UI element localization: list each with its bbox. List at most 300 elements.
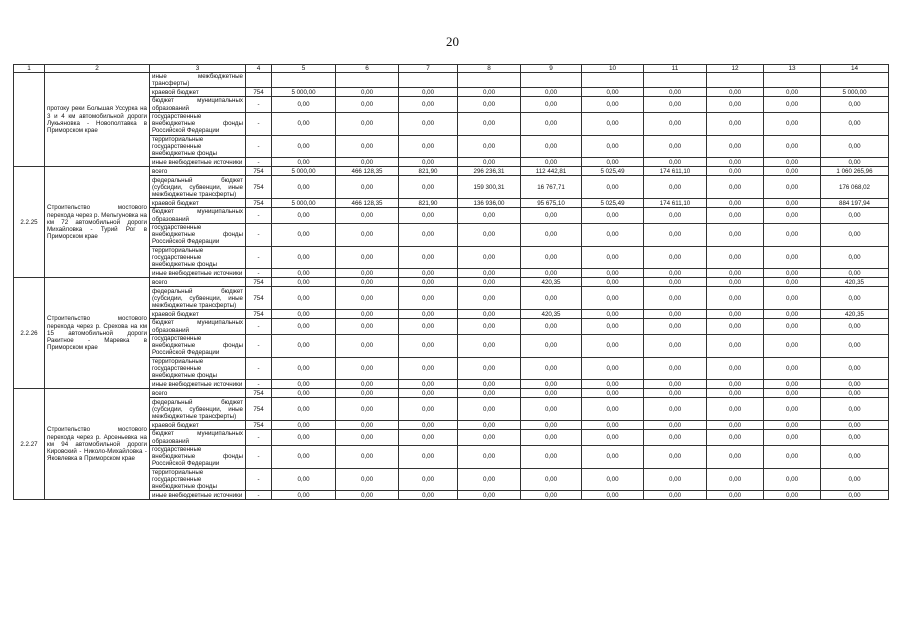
amount-cell: 0,00 bbox=[821, 468, 889, 491]
amount-cell: 466 128,35 bbox=[336, 199, 399, 208]
amount-cell: 5 025,49 bbox=[582, 199, 644, 208]
amount-cell: 0,00 bbox=[644, 88, 707, 97]
amount-cell: 0,00 bbox=[582, 421, 644, 430]
amount-cell: 0,00 bbox=[521, 223, 582, 246]
amount-cell: 0,00 bbox=[521, 398, 582, 421]
amount-cell: 159 300,31 bbox=[458, 176, 521, 199]
amount-cell bbox=[764, 73, 821, 88]
amount-cell: 0,00 bbox=[644, 468, 707, 491]
amount-cell: 0,00 bbox=[272, 445, 336, 468]
amount-cell: 0,00 bbox=[521, 389, 582, 398]
budget-code: - bbox=[246, 430, 272, 445]
amount-cell: 0,00 bbox=[399, 246, 458, 269]
amount-cell: 0,00 bbox=[458, 430, 521, 445]
amount-cell: 0,00 bbox=[764, 310, 821, 319]
amount-cell: 0,00 bbox=[521, 112, 582, 135]
funding-source: территориальные государственные внебюджетные фонды bbox=[150, 357, 246, 380]
budget-code: - bbox=[246, 468, 272, 491]
item-index: 2.2.26 bbox=[14, 278, 45, 389]
amount-cell: 0,00 bbox=[458, 112, 521, 135]
amount-cell: 0,00 bbox=[272, 135, 336, 158]
amount-cell: 0,00 bbox=[821, 421, 889, 430]
amount-cell: 0,00 bbox=[336, 287, 399, 310]
amount-cell: 0,00 bbox=[644, 112, 707, 135]
amount-cell: 0,00 bbox=[707, 319, 764, 334]
amount-cell: 0,00 bbox=[521, 97, 582, 112]
amount-cell: 0,00 bbox=[764, 88, 821, 97]
column-number: 7 bbox=[399, 65, 458, 73]
amount-cell: 0,00 bbox=[336, 208, 399, 223]
item-description: Строительство мостового перехода через р. Мельгуновка на км 72 автомобильной дороги Михайловка - Турий Рог в Приморском крае bbox=[45, 167, 150, 278]
amount-cell: 0,00 bbox=[707, 468, 764, 491]
funding-source: федеральный бюджет (субсидии, субвенции, иные межбюджетные трансферты) bbox=[150, 176, 246, 199]
amount-cell: 0,00 bbox=[336, 468, 399, 491]
budget-code: - bbox=[246, 445, 272, 468]
amount-cell: 0,00 bbox=[644, 334, 707, 357]
amount-cell: 0,00 bbox=[272, 468, 336, 491]
amount-cell: 0,00 bbox=[582, 176, 644, 199]
amount-cell: 0,00 bbox=[521, 357, 582, 380]
amount-cell bbox=[272, 73, 336, 88]
amount-cell: 5 000,00 bbox=[821, 88, 889, 97]
amount-cell: 0,00 bbox=[764, 199, 821, 208]
amount-cell: 0,00 bbox=[458, 208, 521, 223]
amount-cell: 0,00 bbox=[644, 278, 707, 287]
amount-cell: 176 068,02 bbox=[821, 176, 889, 199]
amount-cell: 0,00 bbox=[582, 319, 644, 334]
amount-cell: 0,00 bbox=[707, 246, 764, 269]
amount-cell: 0,00 bbox=[764, 421, 821, 430]
item-description: Строительство мостового перехода через р. Арсеньевка на км 94 автомобильной дороги Кировский - Николо-Михайловка - Яковлевка в Приморском крае bbox=[45, 389, 150, 500]
budget-code: 754 bbox=[246, 278, 272, 287]
amount-cell: 0,00 bbox=[458, 158, 521, 167]
amount-cell: 0,00 bbox=[707, 421, 764, 430]
amount-cell: 0,00 bbox=[336, 246, 399, 269]
item-index bbox=[14, 73, 45, 167]
amount-cell: 0,00 bbox=[336, 135, 399, 158]
budget-code: 754 bbox=[246, 398, 272, 421]
amount-cell: 0,00 bbox=[336, 389, 399, 398]
funding-source: краевой бюджет bbox=[150, 199, 246, 208]
amount-cell: 0,00 bbox=[336, 269, 399, 278]
budget-code: - bbox=[246, 269, 272, 278]
column-number: 9 bbox=[521, 65, 582, 73]
amount-cell: 0,00 bbox=[764, 334, 821, 357]
amount-cell: 0,00 bbox=[399, 112, 458, 135]
amount-cell: 0,00 bbox=[707, 176, 764, 199]
amount-cell: 0,00 bbox=[272, 398, 336, 421]
amount-cell: 0,00 bbox=[582, 380, 644, 389]
amount-cell: 420,35 bbox=[821, 310, 889, 319]
amount-cell: 0,00 bbox=[272, 421, 336, 430]
amount-cell: 0,00 bbox=[707, 310, 764, 319]
funding-source: федеральный бюджет (субсидии, субвенции, иные межбюджетные трансферты) bbox=[150, 398, 246, 421]
amount-cell: 0,00 bbox=[582, 468, 644, 491]
column-number: 11 bbox=[644, 65, 707, 73]
amount-cell: 0,00 bbox=[764, 445, 821, 468]
amount-cell: 0,00 bbox=[707, 287, 764, 310]
amount-cell: 0,00 bbox=[582, 389, 644, 398]
item-description: протоку реки Большая Уссурка на 3 и 4 км автомобильной дороги Лукьяновка - Новополтавка в Приморском крае bbox=[45, 73, 150, 167]
amount-cell: 0,00 bbox=[399, 389, 458, 398]
amount-cell: 0,00 bbox=[821, 158, 889, 167]
amount-cell: 0,00 bbox=[707, 112, 764, 135]
page-number: 20 bbox=[446, 34, 459, 49]
column-number: 5 bbox=[272, 65, 336, 73]
budget-code: - bbox=[246, 380, 272, 389]
amount-cell: 0,00 bbox=[336, 112, 399, 135]
amount-cell: 0,00 bbox=[821, 97, 889, 112]
amount-cell: 0,00 bbox=[764, 287, 821, 310]
amount-cell: 0,00 bbox=[821, 112, 889, 135]
amount-cell: 0,00 bbox=[707, 278, 764, 287]
amount-cell: 0,00 bbox=[336, 357, 399, 380]
amount-cell: 0,00 bbox=[764, 319, 821, 334]
amount-cell: 0,00 bbox=[521, 491, 582, 500]
amount-cell: 0,00 bbox=[458, 97, 521, 112]
amount-cell bbox=[582, 73, 644, 88]
amount-cell: 0,00 bbox=[707, 445, 764, 468]
amount-cell: 0,00 bbox=[707, 269, 764, 278]
amount-cell: 0,00 bbox=[399, 445, 458, 468]
amount-cell: 0,00 bbox=[399, 468, 458, 491]
amount-cell: 0,00 bbox=[399, 269, 458, 278]
amount-cell: 0,00 bbox=[272, 223, 336, 246]
funding-source: бюджет муниципальных образований bbox=[150, 430, 246, 445]
amount-cell: 0,00 bbox=[821, 357, 889, 380]
budget-code: - bbox=[246, 223, 272, 246]
column-number: 3 bbox=[150, 65, 246, 73]
amount-cell: 0,00 bbox=[399, 158, 458, 167]
amount-cell: 136 936,00 bbox=[458, 199, 521, 208]
funding-source: иные внебюджетные источники bbox=[150, 269, 246, 278]
amount-cell: 0,00 bbox=[272, 176, 336, 199]
amount-cell: 0,00 bbox=[821, 398, 889, 421]
amount-cell: 0,00 bbox=[821, 246, 889, 269]
column-number: 10 bbox=[582, 65, 644, 73]
amount-cell bbox=[521, 73, 582, 88]
funding-source: всего bbox=[150, 278, 246, 287]
amount-cell: 0,00 bbox=[399, 319, 458, 334]
amount-cell: 0,00 bbox=[458, 319, 521, 334]
amount-cell: 0,00 bbox=[399, 334, 458, 357]
amount-cell: 0,00 bbox=[521, 319, 582, 334]
amount-cell: 0,00 bbox=[521, 430, 582, 445]
amount-cell: 0,00 bbox=[272, 158, 336, 167]
funding-source: бюджет муниципальных образований bbox=[150, 319, 246, 334]
amount-cell: 0,00 bbox=[521, 88, 582, 97]
amount-cell: 0,00 bbox=[821, 269, 889, 278]
amount-cell: 0,00 bbox=[644, 421, 707, 430]
amount-cell: 5 000,00 bbox=[272, 199, 336, 208]
amount-cell: 0,00 bbox=[764, 246, 821, 269]
amount-cell: 0,00 bbox=[272, 380, 336, 389]
amount-cell: 0,00 bbox=[336, 445, 399, 468]
item-description: Строительство мостового перехода через р. Срехова на км 15 автомобильной дороги Ракитное - Маревка в Приморском крае bbox=[45, 278, 150, 389]
amount-cell: 0,00 bbox=[399, 421, 458, 430]
amount-cell: 0,00 bbox=[272, 112, 336, 135]
amount-cell: 821,90 bbox=[399, 199, 458, 208]
amount-cell: 0,00 bbox=[458, 334, 521, 357]
funding-source: государственные внебюджетные фонды Российской Федерации bbox=[150, 445, 246, 468]
amount-cell: 0,00 bbox=[821, 491, 889, 500]
amount-cell: 420,35 bbox=[821, 278, 889, 287]
amount-cell: 0,00 bbox=[399, 430, 458, 445]
budget-code: - bbox=[246, 357, 272, 380]
amount-cell: 0,00 bbox=[521, 445, 582, 468]
amount-cell: 0,00 bbox=[458, 380, 521, 389]
amount-cell: 0,00 bbox=[644, 310, 707, 319]
amount-cell: 0,00 bbox=[821, 334, 889, 357]
amount-cell: 0,00 bbox=[272, 319, 336, 334]
amount-cell: 0,00 bbox=[272, 357, 336, 380]
amount-cell: 821,90 bbox=[399, 167, 458, 176]
amount-cell: 0,00 bbox=[582, 223, 644, 246]
budget-table bbox=[13, 64, 889, 500]
amount-cell: 0,00 bbox=[707, 223, 764, 246]
amount-cell: 0,00 bbox=[399, 176, 458, 199]
amount-cell: 0,00 bbox=[458, 88, 521, 97]
amount-cell: 0,00 bbox=[336, 334, 399, 357]
amount-cell: 0,00 bbox=[644, 223, 707, 246]
amount-cell: 0,00 bbox=[272, 278, 336, 287]
amount-cell: 0,00 bbox=[764, 430, 821, 445]
amount-cell: 0,00 bbox=[336, 421, 399, 430]
amount-cell: 0,00 bbox=[272, 491, 336, 500]
amount-cell: 0,00 bbox=[458, 223, 521, 246]
funding-source: всего bbox=[150, 167, 246, 176]
amount-cell: 0,00 bbox=[582, 430, 644, 445]
amount-cell: 0,00 bbox=[707, 88, 764, 97]
funding-source: иные внебюджетные источники bbox=[150, 158, 246, 167]
amount-cell: 0,00 bbox=[764, 278, 821, 287]
amount-cell: 0,00 bbox=[336, 398, 399, 421]
amount-cell: 0,00 bbox=[458, 287, 521, 310]
amount-cell: 95 675,10 bbox=[521, 199, 582, 208]
amount-cell: 0,00 bbox=[764, 97, 821, 112]
amount-cell: 0,00 bbox=[707, 389, 764, 398]
amount-cell: 0,00 bbox=[272, 334, 336, 357]
amount-cell: 0,00 bbox=[399, 357, 458, 380]
amount-cell: 0,00 bbox=[644, 158, 707, 167]
amount-cell: 0,00 bbox=[764, 176, 821, 199]
amount-cell: 0,00 bbox=[336, 310, 399, 319]
table-row bbox=[14, 278, 889, 287]
amount-cell: 0,00 bbox=[644, 445, 707, 468]
amount-cell: 0,00 bbox=[582, 398, 644, 421]
amount-cell: 0,00 bbox=[821, 135, 889, 158]
item-index: 2.2.27 bbox=[14, 389, 45, 500]
amount-cell: 420,35 bbox=[521, 310, 582, 319]
budget-code: - bbox=[246, 112, 272, 135]
column-number: 2 bbox=[45, 65, 150, 73]
amount-cell: 0,00 bbox=[399, 278, 458, 287]
amount-cell: 0,00 bbox=[764, 380, 821, 389]
column-number: 8 bbox=[458, 65, 521, 73]
funding-source: государственные внебюджетные фонды Российской Федерации bbox=[150, 223, 246, 246]
table-row bbox=[14, 389, 889, 398]
amount-cell: 112 442,81 bbox=[521, 167, 582, 176]
column-number: 1 bbox=[14, 65, 45, 73]
amount-cell: 0,00 bbox=[764, 491, 821, 500]
amount-cell: 0,00 bbox=[336, 97, 399, 112]
amount-cell: 0,00 bbox=[644, 380, 707, 389]
amount-cell: 0,00 bbox=[458, 246, 521, 269]
amount-cell: 0,00 bbox=[764, 167, 821, 176]
funding-source: иные межбюджетные трансферты) bbox=[150, 73, 246, 88]
amount-cell: 0,00 bbox=[336, 319, 399, 334]
amount-cell bbox=[399, 73, 458, 88]
amount-cell: 0,00 bbox=[644, 287, 707, 310]
amount-cell: 0,00 bbox=[458, 269, 521, 278]
funding-source: государственные внебюджетные фонды Российской Федерации bbox=[150, 112, 246, 135]
amount-cell bbox=[821, 73, 889, 88]
budget-code: - bbox=[246, 158, 272, 167]
amount-cell: 0,00 bbox=[521, 246, 582, 269]
amount-cell: 0,00 bbox=[336, 223, 399, 246]
amount-cell: 0,00 bbox=[644, 389, 707, 398]
amount-cell: 0,00 bbox=[336, 430, 399, 445]
funding-source: территориальные государственные внебюджетные фонды bbox=[150, 135, 246, 158]
funding-source: краевой бюджет bbox=[150, 421, 246, 430]
amount-cell: 174 611,10 bbox=[644, 167, 707, 176]
amount-cell: 0,00 bbox=[821, 389, 889, 398]
amount-cell: 0,00 bbox=[644, 135, 707, 158]
funding-source: иные внебюджетные источники bbox=[150, 380, 246, 389]
amount-cell: 0,00 bbox=[707, 158, 764, 167]
amount-cell: 5 000,00 bbox=[272, 88, 336, 97]
funding-source: федеральный бюджет (субсидии, субвенции, иные межбюджетные трансферты) bbox=[150, 287, 246, 310]
amount-cell: 0,00 bbox=[582, 491, 644, 500]
item-index: 2.2.25 bbox=[14, 167, 45, 278]
amount-cell: 0,00 bbox=[399, 310, 458, 319]
amount-cell: 5 025,49 bbox=[582, 167, 644, 176]
amount-cell: 0,00 bbox=[582, 208, 644, 223]
amount-cell: 0,00 bbox=[458, 135, 521, 158]
amount-cell: 0,00 bbox=[764, 269, 821, 278]
amount-cell: 0,00 bbox=[764, 112, 821, 135]
amount-cell: 0,00 bbox=[399, 97, 458, 112]
column-number: 14 bbox=[821, 65, 889, 73]
amount-cell: 0,00 bbox=[821, 287, 889, 310]
amount-cell: 0,00 bbox=[272, 310, 336, 319]
budget-code: - bbox=[246, 246, 272, 269]
budget-code: - bbox=[246, 135, 272, 158]
column-number: 6 bbox=[336, 65, 399, 73]
amount-cell: 0,00 bbox=[458, 278, 521, 287]
amount-cell: 0,00 bbox=[399, 208, 458, 223]
amount-cell: 0,00 bbox=[458, 389, 521, 398]
amount-cell: 0,00 bbox=[521, 135, 582, 158]
amount-cell bbox=[336, 73, 399, 88]
amount-cell: 0,00 bbox=[582, 334, 644, 357]
budget-code bbox=[246, 73, 272, 88]
amount-cell: 0,00 bbox=[644, 491, 707, 500]
funding-source: бюджет муниципальных образований bbox=[150, 208, 246, 223]
budget-code: 754 bbox=[246, 167, 272, 176]
amount-cell: 0,00 bbox=[582, 88, 644, 97]
amount-cell: 420,35 bbox=[521, 278, 582, 287]
amount-cell: 0,00 bbox=[582, 246, 644, 269]
amount-cell: 0,00 bbox=[707, 430, 764, 445]
funding-source: бюджет муниципальных образований bbox=[150, 97, 246, 112]
amount-cell: 0,00 bbox=[458, 310, 521, 319]
budget-code: - bbox=[246, 491, 272, 500]
amount-cell: 0,00 bbox=[764, 389, 821, 398]
column-number: 4 bbox=[246, 65, 272, 73]
amount-cell: 0,00 bbox=[336, 491, 399, 500]
budget-code: 754 bbox=[246, 310, 272, 319]
amount-cell: 0,00 bbox=[336, 158, 399, 167]
amount-cell: 0,00 bbox=[707, 199, 764, 208]
amount-cell: 884 197,94 bbox=[821, 199, 889, 208]
budget-code: - bbox=[246, 208, 272, 223]
amount-cell: 0,00 bbox=[272, 97, 336, 112]
amount-cell: 0,00 bbox=[458, 445, 521, 468]
budget-code: - bbox=[246, 334, 272, 357]
amount-cell: 5 000,00 bbox=[272, 167, 336, 176]
amount-cell: 0,00 bbox=[399, 223, 458, 246]
amount-cell bbox=[707, 73, 764, 88]
amount-cell: 466 128,35 bbox=[336, 167, 399, 176]
amount-cell: 0,00 bbox=[272, 287, 336, 310]
budget-code: 754 bbox=[246, 421, 272, 430]
funding-source: иные внебюджетные источники bbox=[150, 491, 246, 500]
amount-cell: 0,00 bbox=[521, 287, 582, 310]
budget-code: - bbox=[246, 97, 272, 112]
amount-cell: 0,00 bbox=[399, 380, 458, 389]
amount-cell bbox=[458, 73, 521, 88]
amount-cell: 0,00 bbox=[521, 208, 582, 223]
amount-cell: 0,00 bbox=[582, 287, 644, 310]
amount-cell: 0,00 bbox=[821, 319, 889, 334]
funding-source: всего bbox=[150, 389, 246, 398]
funding-source: краевой бюджет bbox=[150, 88, 246, 97]
amount-cell: 0,00 bbox=[336, 176, 399, 199]
amount-cell: 0,00 bbox=[399, 491, 458, 500]
amount-cell: 0,00 bbox=[707, 357, 764, 380]
budget-code: 754 bbox=[246, 88, 272, 97]
amount-cell: 174 611,10 bbox=[644, 199, 707, 208]
amount-cell: 0,00 bbox=[336, 380, 399, 389]
amount-cell: 0,00 bbox=[582, 97, 644, 112]
amount-cell: 0,00 bbox=[764, 468, 821, 491]
funding-source: государственные внебюджетные фонды Российской Федерации bbox=[150, 334, 246, 357]
amount-cell: 0,00 bbox=[458, 357, 521, 380]
amount-cell: 0,00 bbox=[707, 167, 764, 176]
amount-cell: 0,00 bbox=[272, 269, 336, 278]
amount-cell: 0,00 bbox=[764, 208, 821, 223]
amount-cell: 0,00 bbox=[644, 208, 707, 223]
budget-code: 754 bbox=[246, 389, 272, 398]
amount-cell: 0,00 bbox=[336, 278, 399, 287]
amount-cell: 0,00 bbox=[707, 334, 764, 357]
amount-cell: 0,00 bbox=[521, 334, 582, 357]
amount-cell: 0,00 bbox=[521, 468, 582, 491]
amount-cell: 0,00 bbox=[521, 269, 582, 278]
column-number: 13 bbox=[764, 65, 821, 73]
amount-cell: 0,00 bbox=[521, 380, 582, 389]
amount-cell: 0,00 bbox=[399, 88, 458, 97]
amount-cell: 0,00 bbox=[336, 88, 399, 97]
budget-code: 754 bbox=[246, 287, 272, 310]
column-number: 12 bbox=[707, 65, 764, 73]
amount-cell: 0,00 bbox=[644, 246, 707, 269]
amount-cell: 1 060 265,96 bbox=[821, 167, 889, 176]
amount-cell: 0,00 bbox=[458, 421, 521, 430]
amount-cell: 0,00 bbox=[764, 398, 821, 421]
amount-cell: 0,00 bbox=[582, 310, 644, 319]
